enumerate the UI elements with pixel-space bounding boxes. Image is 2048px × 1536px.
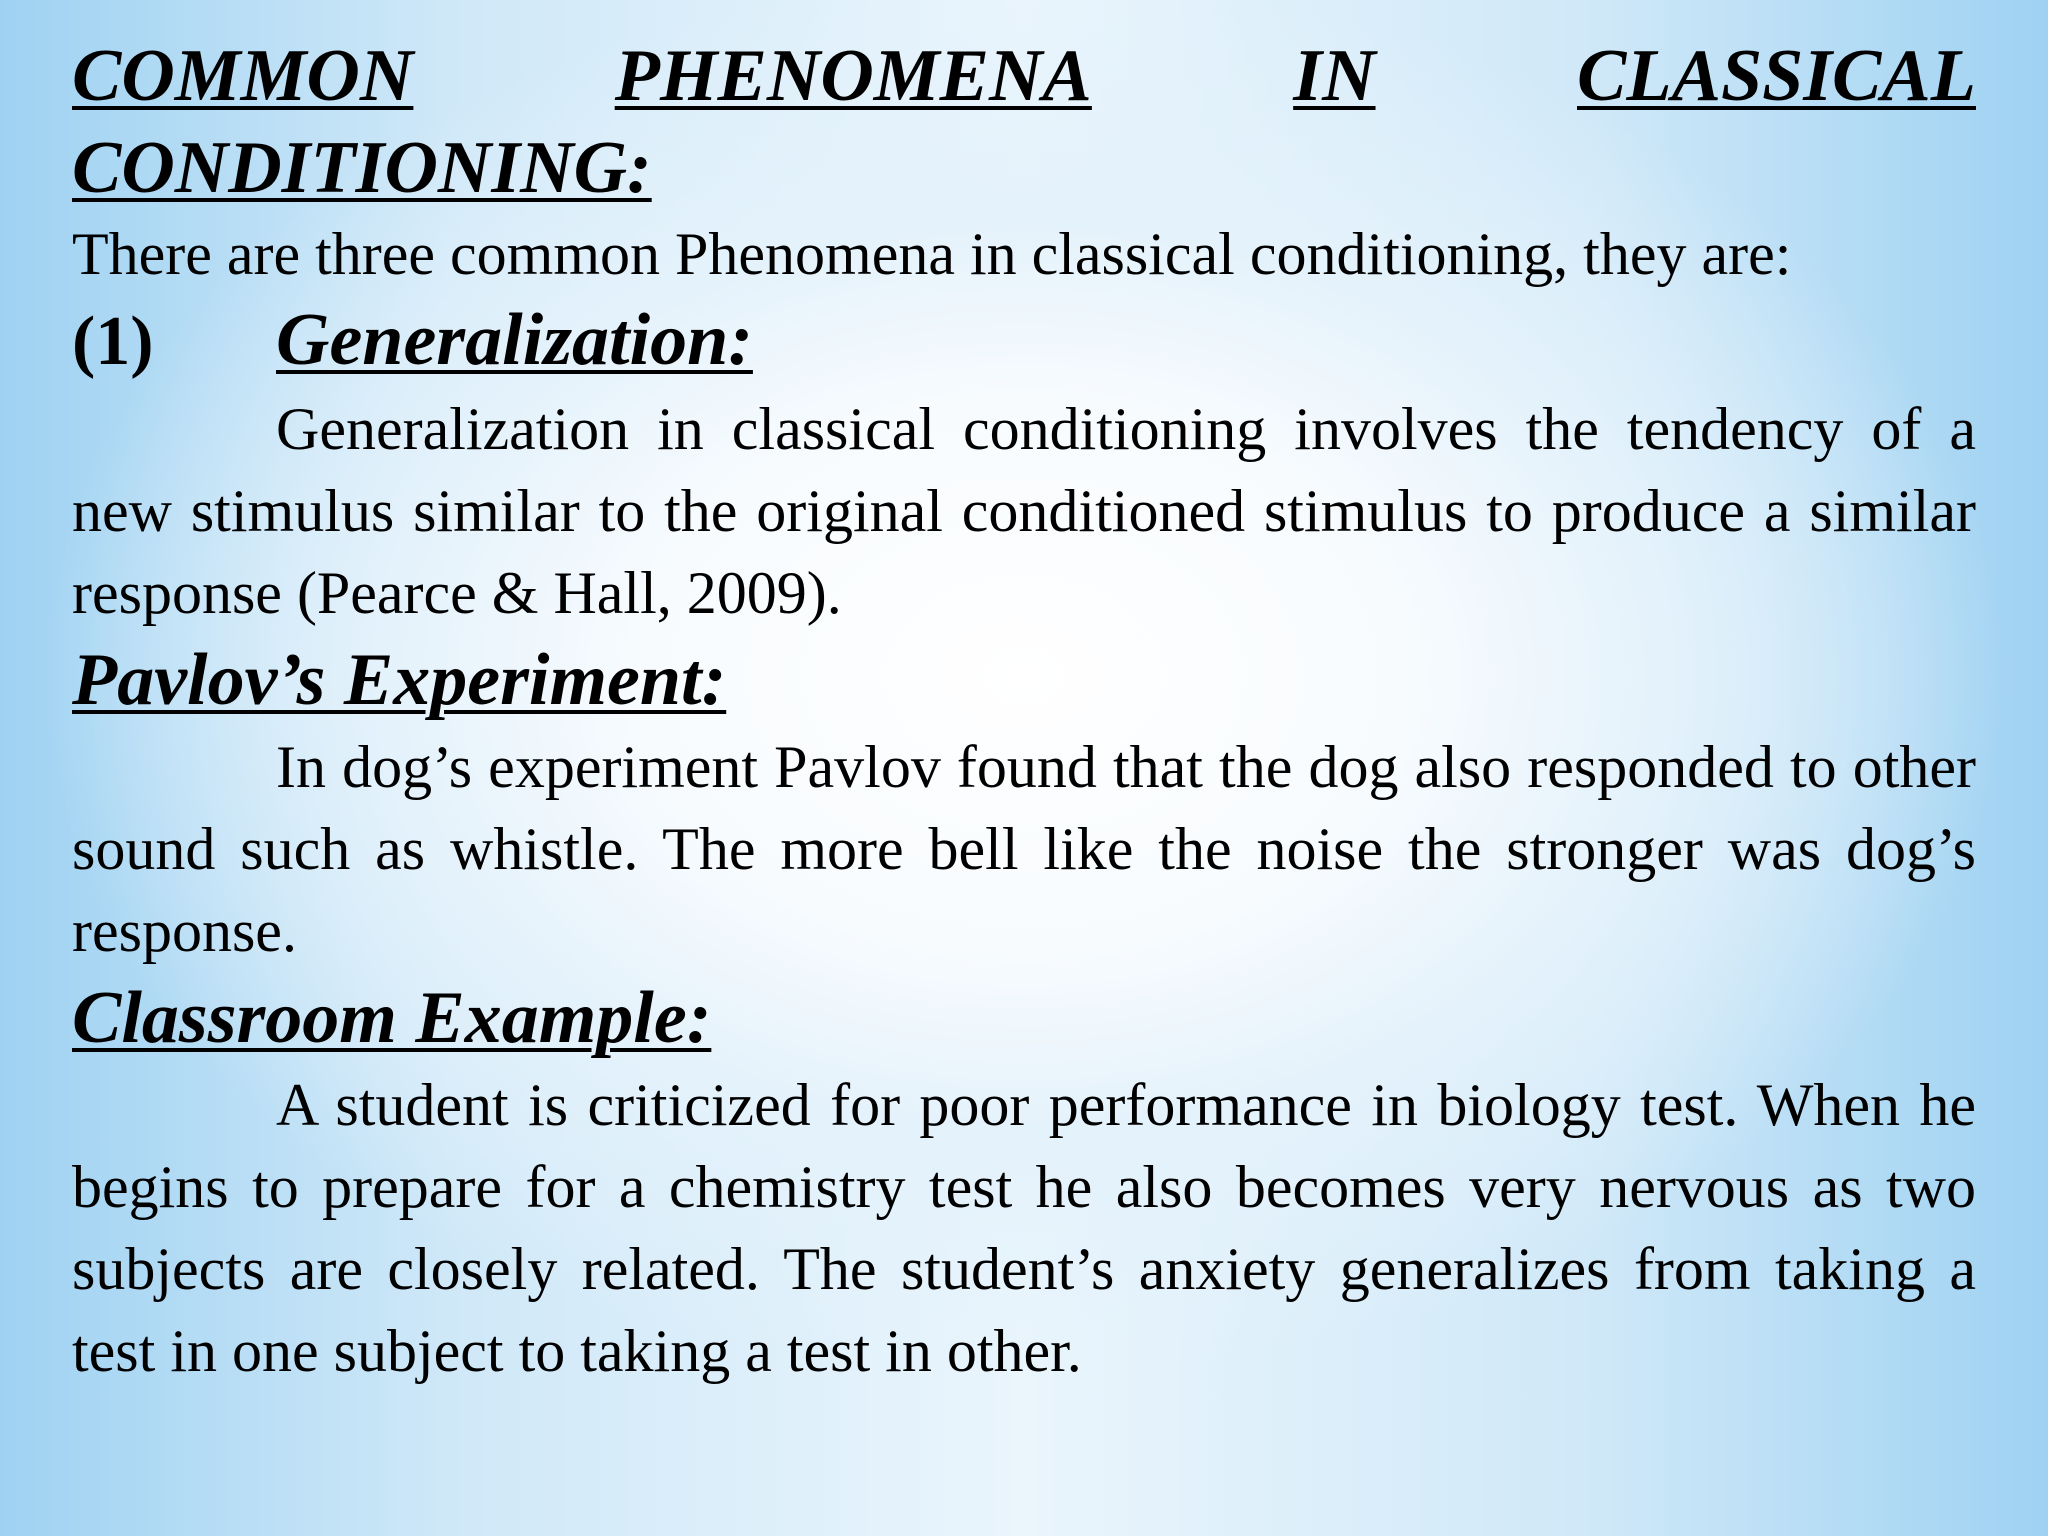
slide-title-line-1 (72, 30, 1976, 122)
classroom-paragraph: A student is criticized for poor performance in biology test. When he begins to prepare for a chemistry test he also becomes very nervous as two subjects are closely related. The student’s anxiety generalizes from taking a test in one subject to taking a test in other. (72, 1072, 1976, 1384)
slide-content (72, 30, 1976, 1392)
item-1-number: (1) (72, 303, 154, 380)
slide-title (72, 30, 1976, 214)
title-word-3: IN (1293, 35, 1376, 117)
pavlov-paragraph: In dog’s experiment Pavlov found that the dog also responded to other sound such as whistle. The more bell like the noise the stronger was dog’s response. (72, 734, 1976, 964)
pavlov-heading: Pavlov’s Experiment: (72, 639, 727, 721)
item-1-heading-row (72, 294, 1976, 388)
generalization-heading: Generalization: (276, 299, 753, 381)
title-word-4: CLASSICAL (1577, 35, 1976, 117)
title-word-1: COMMON (72, 35, 414, 117)
title-word-2: PHENOMENA (614, 35, 1092, 117)
intro-text: There are three common Phenomena in classical conditioning, they are: (72, 221, 1792, 287)
classroom-heading: Classroom Example: (72, 977, 712, 1059)
generalization-paragraph: Generalization in classical conditioning involves the tendency of a new stimulus similar to the original conditioned stimulus to produce a similar response (Pearce & Hall, 2009). (72, 396, 1976, 626)
slide-title-line-2: CONDITIONING: (72, 127, 652, 209)
